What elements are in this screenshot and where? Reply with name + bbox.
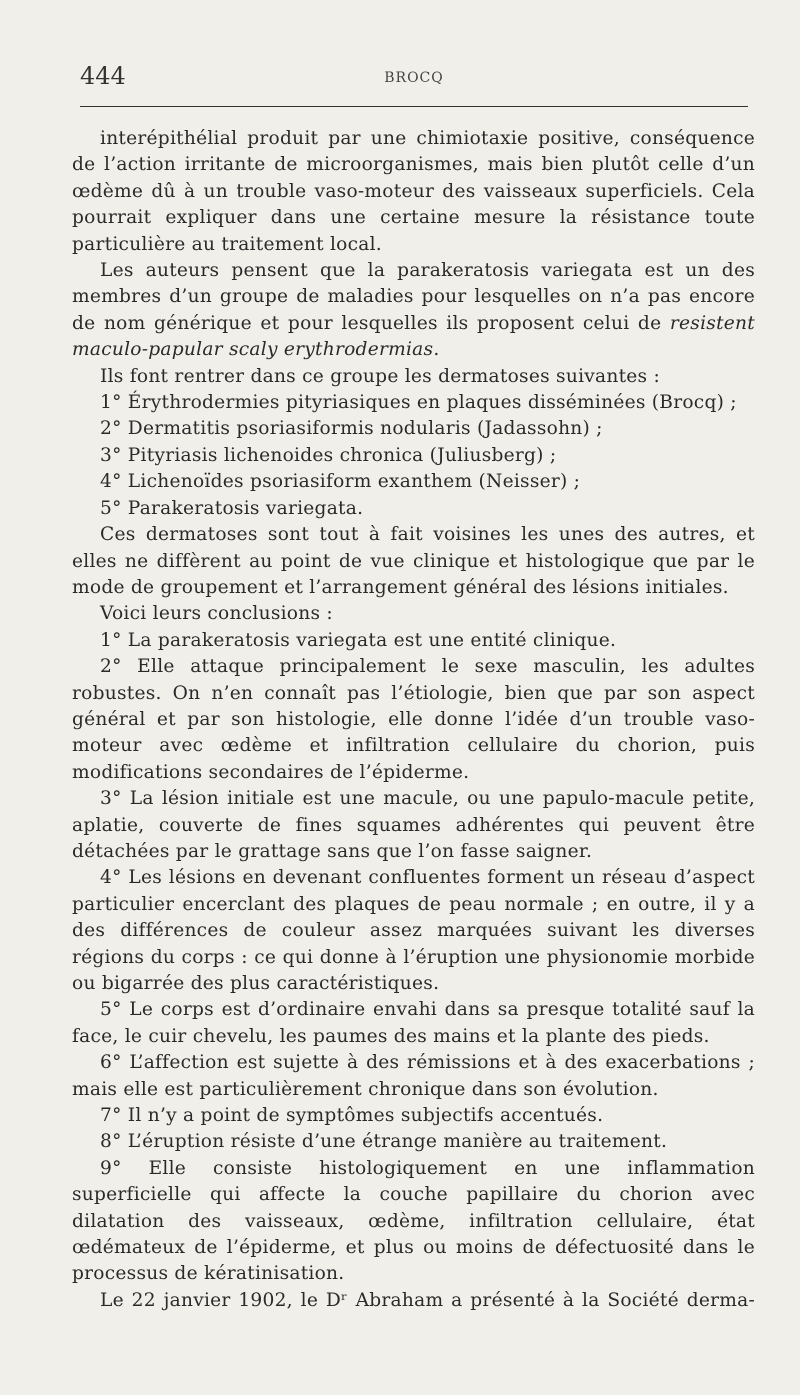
list-item: 1° Érythrodermies pityriasiques en plaques disséminées (Brocq) ; (100, 392, 737, 414)
proposed-name-italic: resistent maculo-papular scaly erythrodermias (72, 312, 755, 361)
conclusion-item: 9° Elle consiste histologiquement en une inflammation superficielle qui affecte la couche papillaire du chorion avec dilatation des vaisseaux, œdème, infiltration cellulaire, état œdémateux de l’épiderme, et plus ou moins de défectuosité dans le processus de kératinisation. (72, 1157, 755, 1285)
running-head: BROCQ (384, 70, 444, 86)
page-number: 444 (80, 62, 126, 90)
paragraph-abraham: Le 22 janvier 1902, le Dʳ Abraham a présenté à la Société derma- (100, 1289, 755, 1311)
paragraph-authors-text: Les auteurs pensent que la parakeratosis variegata est un des membres d’un groupe de maladies pour lesquelles on n’a pas encore de nom générique et pour lesquelles ils proposent celui de (72, 260, 755, 334)
list-item: 3° Pityriasis lichenoides chronica (Juliusberg) ; (100, 444, 557, 466)
paragraph-dermatoses: Ces dermatoses sont tout à fait voisines les unes des autres, et elles ne diffèrent au point de vue clinique et histologique que par le mode de groupement et l’arrangement général des lésions initiales. (72, 524, 755, 598)
conclusion-item: 8° L’éruption résiste d’une étrange manière au traitement. (100, 1131, 668, 1153)
list-item: 2° Dermatitis psoriasiformis nodularis (Jadassohn) ; (100, 418, 603, 440)
conclusion-item: 5° Le corps est d’ordinaire envahi dans sa presque totalité sauf la face, le cuir chevelu, les paumes des mains et la plante des pieds. (72, 999, 755, 1047)
list-item: 5° Parakeratosis variegata. (100, 497, 364, 519)
conclusion-item: 6° L’affection est sujette à des rémissions et à des exacerbations ; mais elle est particulièrement chronique dans son évolution. (72, 1052, 755, 1100)
conclusion-item: 7° Il n’y a point de symptômes subjectifs accentués. (100, 1105, 604, 1127)
header-rule (80, 106, 748, 107)
paragraph-continuation: interépithélial produit par une chimiotaxie positive, conséquence de l’action irritante de microorganismes, mais bien plutôt celle d’un œdème dû à un trouble vaso-moteur des vaisseaux superficiels. Cela pourrait expliquer dans une certaine mesure la résistance toute particulière au traitement local. (72, 128, 755, 255)
body-text (72, 126, 755, 1314)
conclusion-item: 4° Les lésions en devenant confluentes forment un réseau d’aspect particulier encerclant des plaques de peau normale ; en outre, il y a des différences de couleur assez marquées suivant les diverses régions du corps : ce qui donne à l’éruption une physionomie morbide ou bigarrée des plus caractéristiques. (72, 867, 755, 994)
paragraph-group-intro: Ils font rentrer dans ce groupe les dermatoses suivantes : (100, 365, 661, 387)
paragraph-authors-end: . (433, 339, 440, 361)
conclusion-item: 2° Elle attaque principalement le sexe masculin, les adultes robustes. On n’en connaît pas l’étiologie, bien que par son aspect général et par son histologie, elle donne l’idée d’un trouble vaso-moteur avec œdème et infiltration cellulaire du chorion, puis modifications secondaires de l’épiderme. (72, 656, 755, 783)
conclusion-item: 3° La lésion initiale est une macule, ou une papulo-macule petite, aplatie, couverte de fines squames adhérentes qui peuvent être détachées par le grattage sans que l’on fasse saigner. (72, 788, 755, 862)
conclusion-item: 1° La parakeratosis variegata est une entité clinique. (100, 629, 617, 651)
paragraph-authors (72, 258, 755, 364)
paragraph-conclusions-intro: Voici leurs conclusions : (100, 603, 333, 625)
page-header (80, 62, 748, 102)
list-item: 4° Lichenoïdes psoriasiform exanthem (Neisser) ; (100, 471, 581, 493)
